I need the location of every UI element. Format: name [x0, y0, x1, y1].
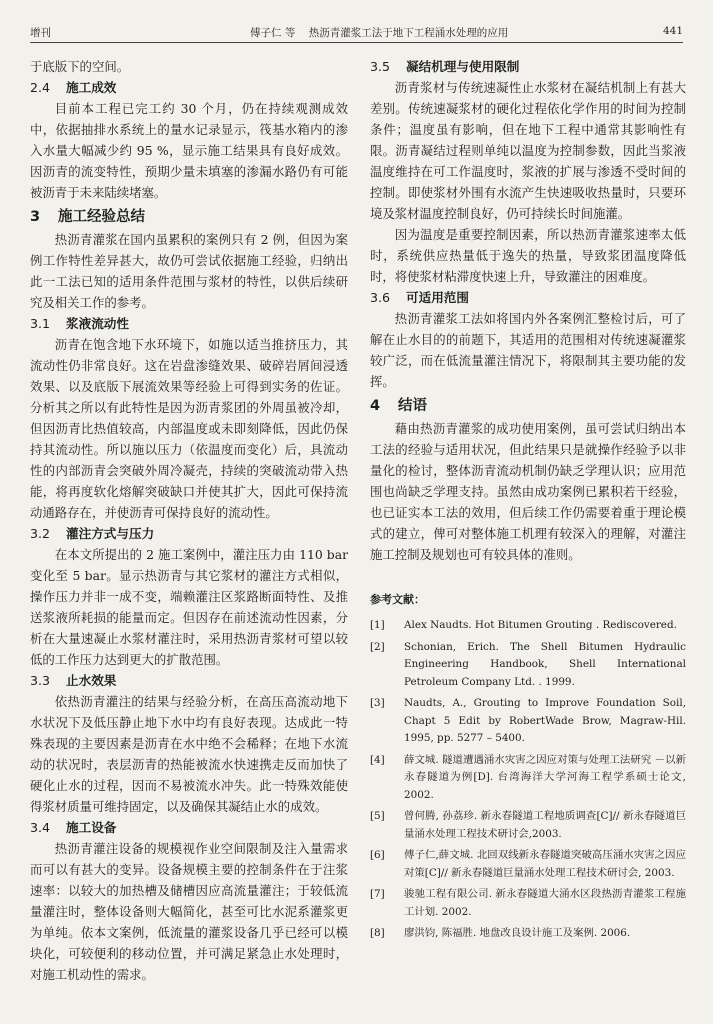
paragraph-3-1: 沥青在饱含地下水环境下，如施以适当推挤压力，其流动性仍非常良好。这在岩盘渗缝效果、破碎岩屑间浸透效果、以及底版下展流效果等经验上可得到实务的佐证。分析其之所以有此特性是因为沥青浆团的外周虽被冷却，但因沥青比热值较高，内部温度或未即刻降低，因此仍保持其流动性。所以施以压力（依温度而变化）后，具流动性的内部沥青会突破外周冷凝壳，持续的突破流动带入热能，将再度软化熔解突破缺口并使其扩大，因此可保持流动通路存在，并使沥青可保持良好的流动性。	[30, 337, 348, 520]
reference-item: [5] 曾何腾, 孙荔珍. 新永春隧道工程地质调查[C]// 新永春隧道巨量涌水处理工程技术研讨会,2003.	[370, 810, 686, 840]
running-title	[250, 25, 508, 40]
paragraph-3-2: 在本文所提出的 2 施工案例中，灌注压力由 110 bar 变化至 5 bar。显示热沥青与其它浆材的灌注方式相似，操作压力并非一成不变，端赖灌注区浆路断面特性、及推送浆液所耗损的能量而定。但因存在前述流动性因素，分析在大量速凝止水浆材灌注时，采用热沥青浆材可望以较低的工作压力达到更大的扩散范围。	[30, 547, 348, 667]
reference-item: [3] Naudts, A., Grouting to Improve Foundation Soil, Chapt 5 Edit by RobertWade Brow, Magraw-Hil. 1995, pp. 5277 – 5400.	[370, 697, 686, 744]
paragraph-3-5a: 沥青浆材与传统速凝性止水浆材在凝结机制上有甚大差别。传统速凝浆材的硬化过程依化学作用的时间为控制条件；温度虽有影响，但在地下工程中通常其影响性有限。沥青凝结过程则单纯以温度为控制参数，因此当浆液温度维持在可工作温度时，浆液的扩展与渗透不受时间的控制。即使浆材外围有水流产生快速吸收热量时，只要环境及浆材温度控制良好，仍可持续长时间施灌。	[370, 80, 686, 221]
section-heading-4: 4 结语	[370, 398, 427, 414]
references-heading: 参考文献：	[370, 593, 425, 606]
section-heading-3-2: 3.2 灌注方式与压力	[30, 526, 155, 541]
paragraph-3: 热沥青灌浆在国内虽累积的案例只有 2 例，但因为案例工作特性差异甚大，故仍可尝试依据施工经验，归纳出此一工法已知的适用条件范围与浆材的特性，以供后续研究及相关工作的参考。	[30, 232, 348, 310]
header-title: 热沥青灌浆工法于地下工程涌水处理的应用	[308, 27, 509, 39]
reference-item: [7] 骏驰工程有限公司. 新永春隧道大涌水区段热沥青灌浆工程施工计划. 2002.	[370, 888, 686, 918]
journal-label: 增刊	[30, 27, 51, 39]
reference-item: [8] 廖洪钧, 陈福胜. 地盘改良设计施工及案例. 2006.	[370, 927, 631, 939]
section-heading-2-4: 2.4 施工成效	[30, 80, 117, 95]
paragraph-continuation: 于底版下的空间。	[30, 59, 130, 74]
paragraph-3-3: 依热沥青灌注的结果与经验分析，在高压高流动地下水状况下及低压静止地下水中均有良好表现。达成此一特殊表现的主要因素是沥青在水中绝不会稀释；在地下水流动的状况时，表层沥青的热能被流水快速携走反而加快了硬化止水的过程，因而不易被流水冲失。此一特殊效能使得浆材质量可维持固定，以及确保其凝结止水的成效。	[30, 694, 348, 814]
section-heading-3-1: 3.1 浆液流动性	[30, 316, 129, 331]
reference-item: [1] Alex Naudts. Hot Bitumen Grouting . Rediscovered.	[370, 619, 677, 631]
reference-list	[370, 617, 686, 943]
paragraph-3-5b: 因为温度是重要控制因素，所以热沥青灌浆速率太低时，系统供应热量低于逸失的热量，导致浆团温度降低时，将使浆材粘滞度快速上升，导致灌注的困难度。	[370, 227, 686, 284]
left-column	[30, 56, 348, 985]
reference-item: [6] 傅子仁,薛文城. 北回双线新永春隧道突破高压涌水灾害之因应对策[C]// 新永春隧道巨量涌水处理工程技术研讨会, 2003.	[370, 849, 686, 879]
page-number: 441	[662, 25, 683, 37]
section-heading-3-4: 3.4 施工设备	[30, 820, 117, 835]
reference-item: [4] 薛文城. 隧道遭遇涌水灾害之因应对策与处理工法研究 －以新永春隧道为例[D]. 台湾海洋大学河海工程学系硕士论文, 2002.	[370, 753, 686, 801]
section-heading-3: 3 施工经验总结	[30, 209, 145, 225]
header-authors: 傅子仁 等	[250, 27, 296, 39]
reference-item: [2] Schonian, Erich. The Shell Bitumen Hydraulic Engineering Handbook, Shell International Petroleum Company Ltd. . 1999.	[370, 640, 686, 688]
section-heading-3-3: 3.3 止水效果	[30, 673, 117, 688]
page-header	[30, 22, 683, 43]
paragraph-4: 藉由热沥青灌浆的成功使用案例，虽可尝试归纳出本工法的经验与适用状况，但此结果只是就操作经验予以非量化的检讨，整体沥青流动机制仍缺乏学理认识；应用范围也尚缺乏学理支持。虽然由成功案例已累积若干经验，也已证实本工法的效用，但后续工作仍需要着重于理论模式的建立，俾可对整体施工机理有较深入的理解，对灌注施工控制及规划也可有较具体的准则。	[370, 421, 686, 562]
paragraph-2-4: 目前本工程已完工约 30 个月，仍在持续观测成效中，依据抽排水系统上的量水记录显示，筏基水箱内的渗入水量大幅减少约 95 %，显示施工结果具有良好成效。因沥青的流变特性，预期少量未填塞的渗漏水路仍有可能被沥青于未来陆续堵塞。	[30, 101, 348, 200]
right-column	[370, 56, 686, 947]
section-heading-3-6: 3.6 可适用范围	[370, 290, 469, 305]
paragraph-3-6: 热沥青灌浆工法如将国内外各案例汇整检讨后，可了解在止水目的的前题下，其适用的范围相对传统速凝灌浆较广泛，而在低流量灌注情况下，将限制其主要功能的发挥。	[370, 311, 686, 389]
paragraph-3-4: 热沥青灌注设备的规模视作业空间限制及注入量需求而可以有甚大的变异。设备规模主要的控制条件在于注浆速率：以较大的加热槽及储槽因应高流量灌注；于较低流量灌注时，整体设备则大幅简化，甚至可比水泥系灌浆更为单纯。依本文案例，低流量的灌浆设备几乎已经可以模块化，可较便利的移动位置，并可满足紧急止水处理时，对施工机动性的需求。	[30, 841, 348, 982]
section-heading-3-5: 3.5 凝结机理与使用限制	[370, 59, 520, 74]
